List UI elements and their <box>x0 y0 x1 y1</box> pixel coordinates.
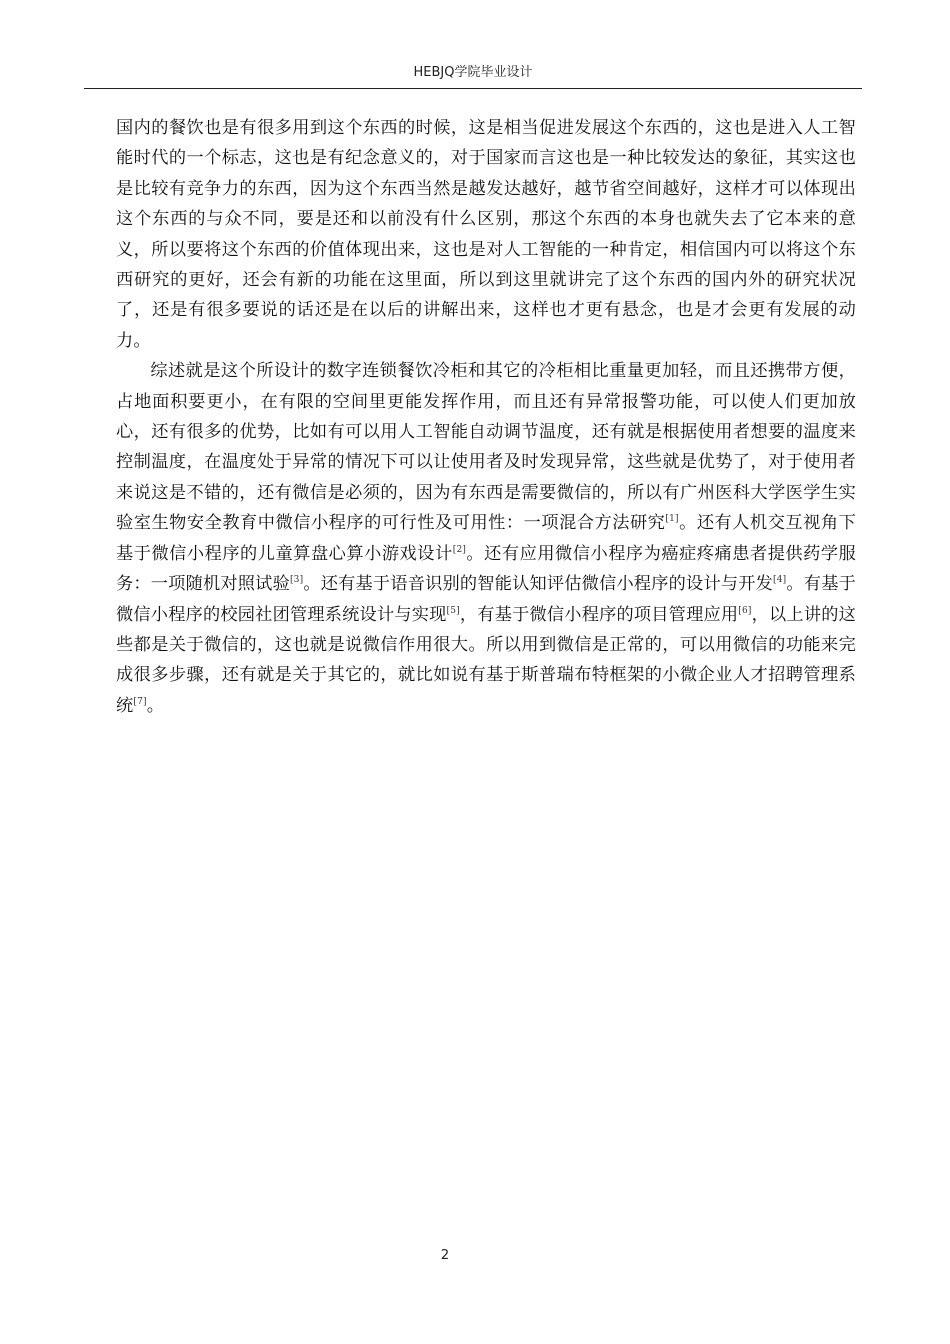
citation-marker: [6] <box>738 605 752 616</box>
paragraph-1 <box>116 113 856 356</box>
paragraph-text: 综述就是这个所设计的数字连锁餐饮冷柜和其它的冷柜相比重量更加轻，而且还携带方便，占地面积要更小，在有限的空间里更能发挥作用，而且还有异常报警功能，可以使人们更加放心，还有很多的优势，比如有可以用人工智能自动调节温度，还有就是根据使用者想要的温度来控制温度，在温度处于异常的情况下可以让使用者及时发现异常，这些就是优势了，对于使用者来说这是不错的，还有微信是必须的，因为有东西是需要微信的，所以有广州医科大学医学生实验室生物安全教育中微信小程序的可行性及可用性：一项混合方法研究 <box>116 361 856 534</box>
citation-marker: [7] <box>133 696 147 707</box>
page-header <box>84 58 862 89</box>
paragraph-text: ，以上讲的这些都是关于微信的，这也就是说微信作用很大。所以用到微信是正常的，可以用微信的功能来完成很多步骤，还有就是关于其它的，就比如说有基于斯普瑞布特框架的小微企业人才招聘管理系统 <box>116 604 857 716</box>
citation-marker: [3] <box>289 575 304 586</box>
paragraph-text: ，有基于微信小程序的项目管理应用 <box>459 604 739 625</box>
paragraph-text: 国内的餐饮也是有很多用到这个东西的时候，这是相当促进发展这个东西的，这也是进入人工智能时代的一个标志，这也是有纪念意义的，对于国家而言这也是一种比较发达的象征，其实这也是比较有竞争力的东西，因为这个东西当然是越发达越好，越节省空间越好，这样才可以体现出这个东西的与众不同，要是还和以前没有什么区别，那这个东西的本身也就失去了它本来的意义，所以要将这个东西的价值体现出来，这也是对人工智能的一种肯定，相信国内可以将这个东西研究的更好，还会有新的功能在这里面，所以到这里就讲完了这个东西的国内外的研究状况了，还是有很多要说的话还是在以后的讲解出来，这样也才更有悬念，也是才会更有发展的动力。 <box>116 118 856 351</box>
paragraph-text: 。还有应用微信小程序为癌症疼痛患者提供药学服务：一项随机对照试验 <box>116 543 856 595</box>
body-text <box>116 113 856 721</box>
citation-marker: [4] <box>773 575 787 586</box>
paragraph-text: 。还有人机交互视角下基于微信小程序的儿童算盘心算小游戏设计 <box>116 513 856 564</box>
citation-marker: [2] <box>452 544 467 555</box>
page-number: 2 <box>440 1248 450 1263</box>
paragraph-2 <box>116 356 856 721</box>
paragraph-text: 。有基于微信小程序的校园社团管理系统设计与实现 <box>116 574 856 625</box>
paragraph-text: 。 <box>146 695 165 716</box>
citation-marker: [5] <box>446 605 460 616</box>
paragraph-text: 。还有基于语音识别的智能认知评估微信小程序的设计与开发 <box>303 574 774 595</box>
citation-marker: [1] <box>665 514 679 525</box>
header-title: HEBJQ学院毕业设计 <box>413 65 533 80</box>
